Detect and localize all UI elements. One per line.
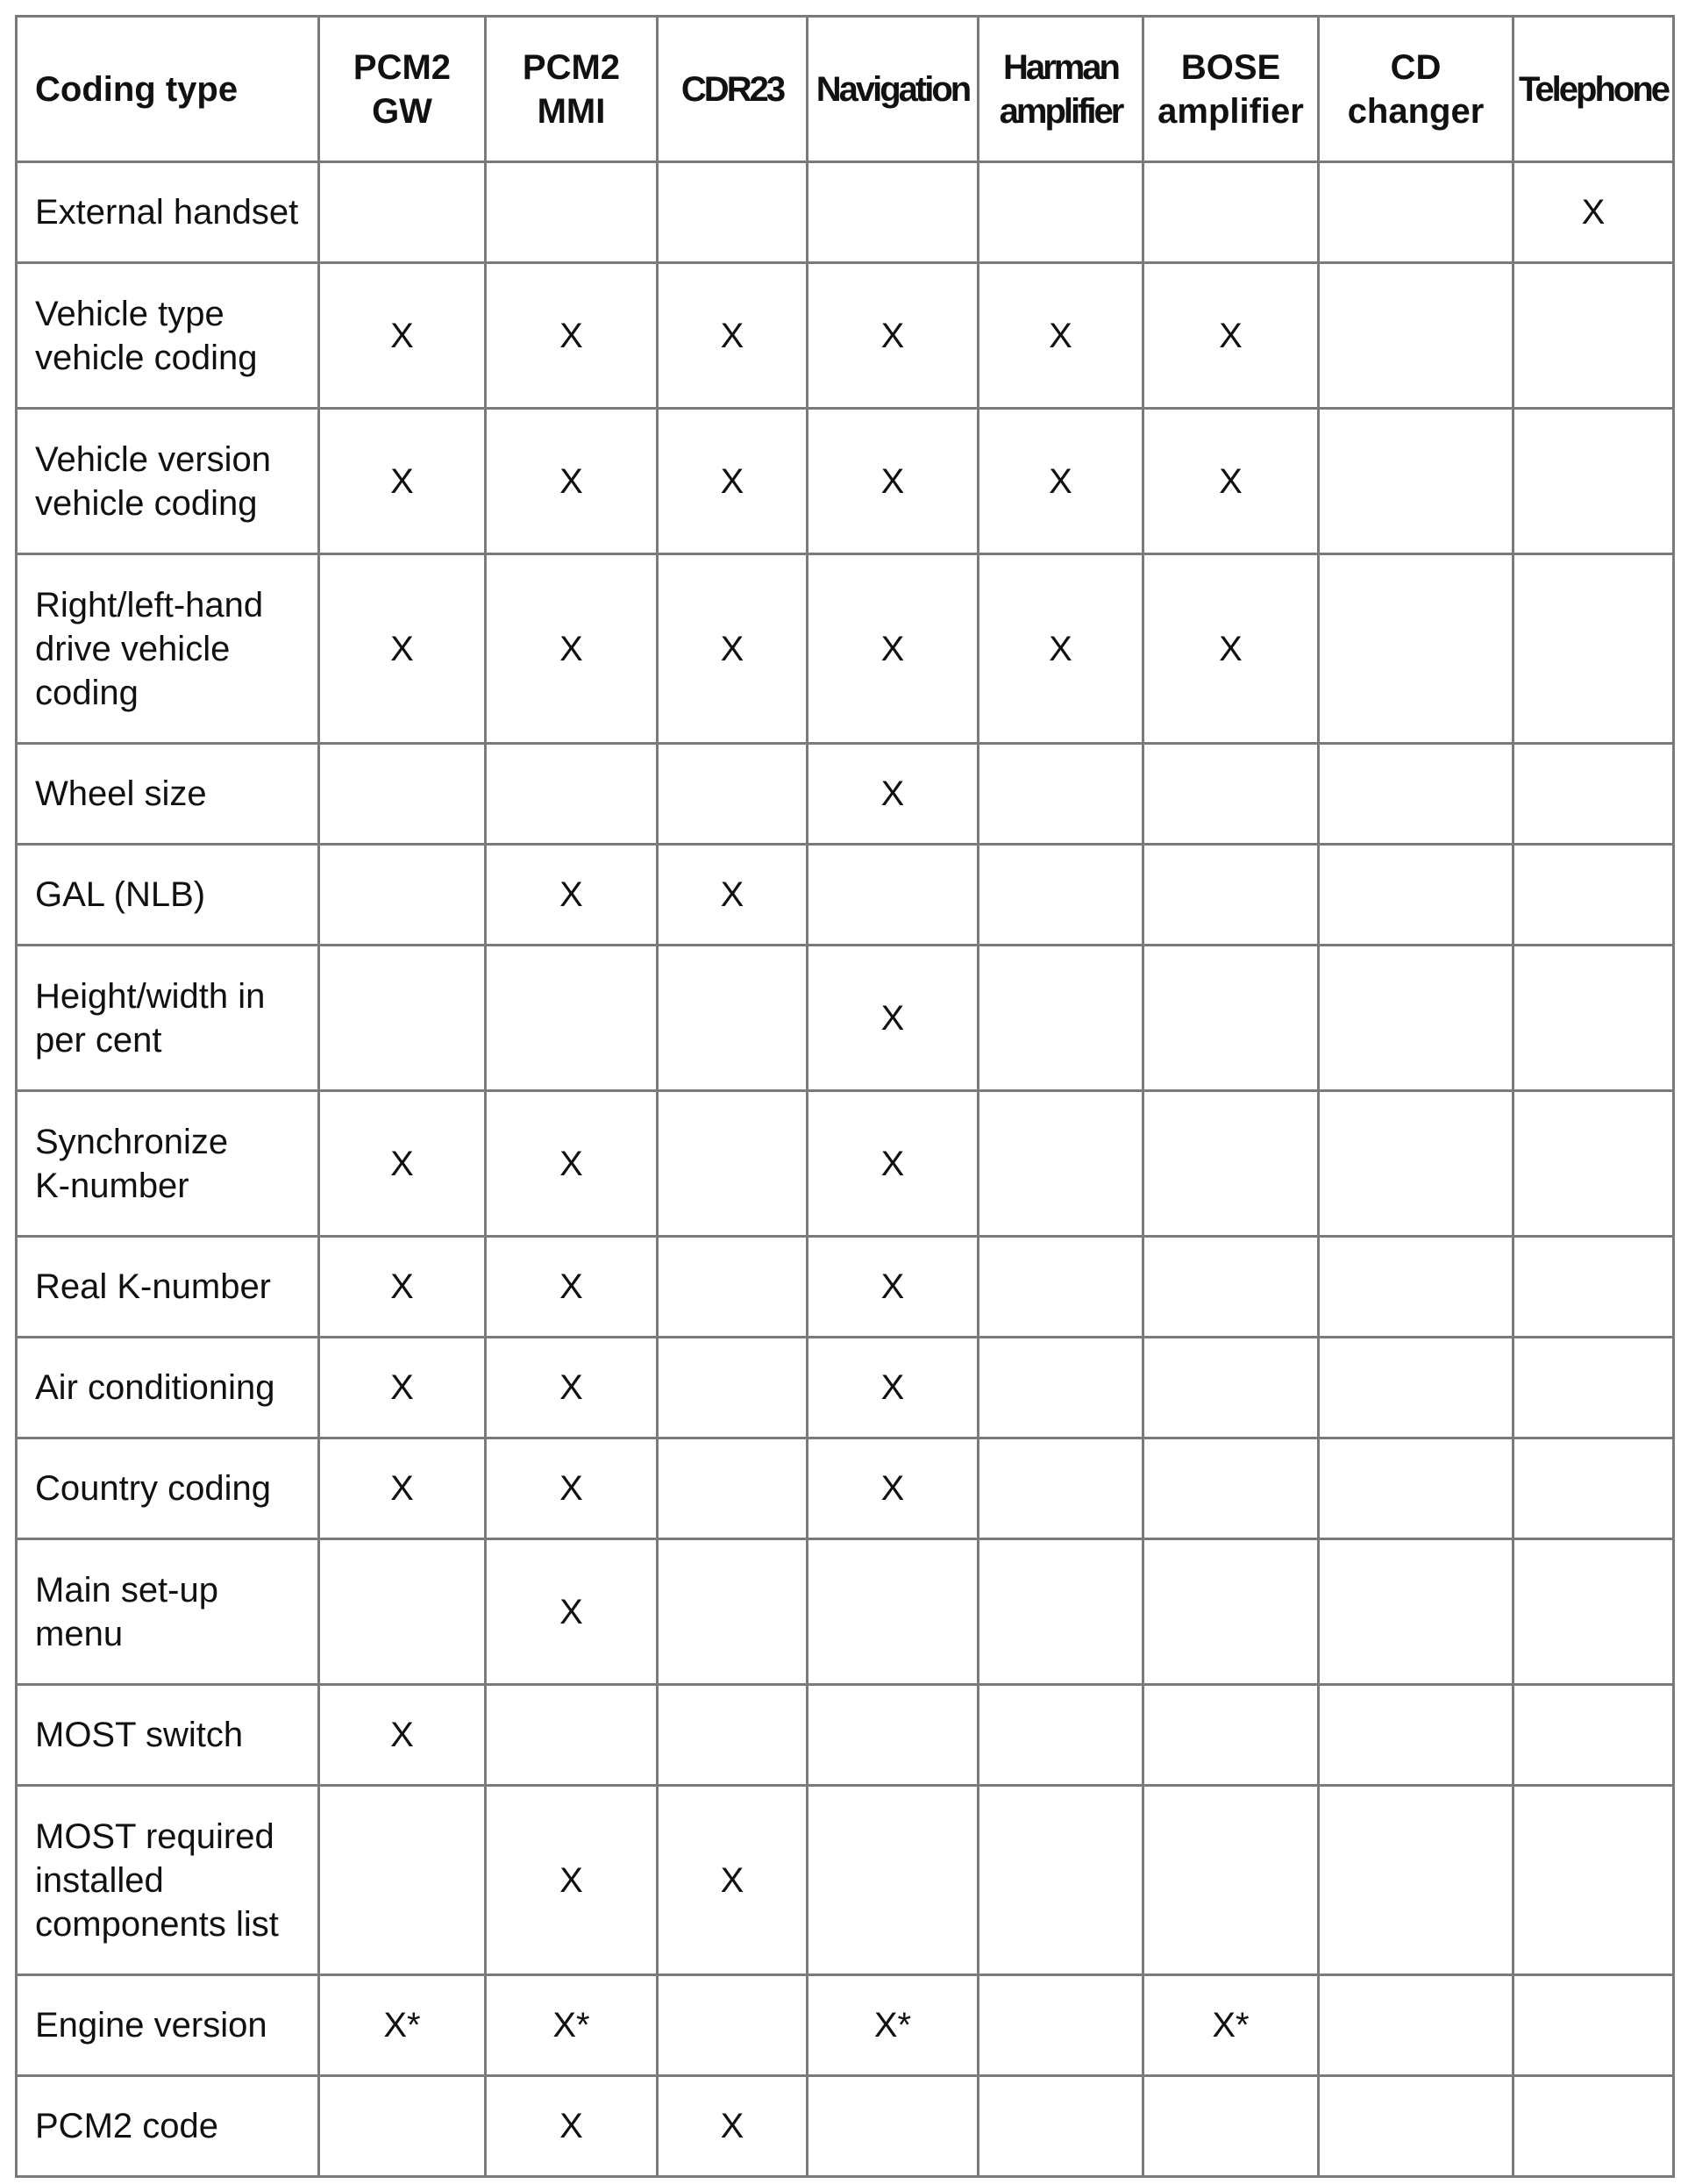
table-cell	[979, 1975, 1143, 2076]
table-cell	[1514, 409, 1674, 554]
table-cell: X	[1143, 409, 1319, 554]
table-cell	[1514, 1685, 1674, 1786]
table-cell: X	[808, 1438, 979, 1539]
table-cell	[1319, 162, 1514, 263]
table-cell: X*	[1143, 1975, 1319, 2076]
table-cell	[979, 1685, 1143, 1786]
table-cell: X	[486, 409, 658, 554]
table-cell	[1319, 744, 1514, 845]
table-cell	[1319, 409, 1514, 554]
table-cell: X	[486, 263, 658, 409]
table-cell	[1514, 845, 1674, 946]
table-row	[17, 1975, 1674, 2076]
table-cell	[1514, 1786, 1674, 1975]
header-pcm2-mmi: PCM2 MMI	[486, 17, 658, 162]
table-cell	[1514, 1237, 1674, 1338]
table-cell	[1514, 744, 1674, 845]
header-telephone: Telephone	[1514, 17, 1674, 162]
table-header-row	[17, 17, 1674, 162]
table-cell	[808, 845, 979, 946]
table-cell	[1514, 1539, 1674, 1685]
table-cell	[1143, 2076, 1319, 2177]
table-cell	[658, 1091, 808, 1237]
table-cell	[1319, 1786, 1514, 1975]
table-cell	[658, 162, 808, 263]
table-cell: X	[658, 263, 808, 409]
table-cell	[979, 2076, 1143, 2177]
table-cell	[1319, 1438, 1514, 1539]
row-label: Main set-up menu	[17, 1539, 319, 1685]
table-cell: X	[808, 263, 979, 409]
table-cell	[1319, 845, 1514, 946]
table-cell	[979, 1237, 1143, 1338]
table-cell	[319, 845, 486, 946]
table-cell: X	[979, 554, 1143, 744]
table-cell	[1514, 554, 1674, 744]
table-cell: X	[486, 1091, 658, 1237]
table-cell	[319, 744, 486, 845]
table-cell	[1514, 1438, 1674, 1539]
table-cell	[808, 1685, 979, 1786]
table-cell	[1143, 845, 1319, 946]
table-cell	[1143, 744, 1319, 845]
table-cell	[486, 946, 658, 1091]
table-row	[17, 409, 1674, 554]
row-label: External handset	[17, 162, 319, 263]
table-cell	[319, 162, 486, 263]
table-cell: X	[979, 409, 1143, 554]
row-label: Wheel size	[17, 744, 319, 845]
table-cell: X	[808, 554, 979, 744]
row-label: Real K-number	[17, 1237, 319, 1338]
table-row	[17, 162, 1674, 263]
header-pcm2-gw: PCM2 GW	[319, 17, 486, 162]
table-cell	[1319, 1685, 1514, 1786]
row-label: Right/left-hand drive vehicle coding	[17, 554, 319, 744]
table-cell	[1319, 554, 1514, 744]
table-cell	[319, 1786, 486, 1975]
table-cell	[979, 744, 1143, 845]
table-cell	[658, 1685, 808, 1786]
row-label: Air conditioning	[17, 1338, 319, 1438]
table-cell: X*	[319, 1975, 486, 2076]
table-row	[17, 2076, 1674, 2177]
table-row	[17, 554, 1674, 744]
table-cell	[979, 845, 1143, 946]
row-label: Vehicle type vehicle coding	[17, 263, 319, 409]
table-row	[17, 1786, 1674, 1975]
table-cell	[319, 2076, 486, 2177]
table-cell: X	[486, 845, 658, 946]
table-cell	[486, 162, 658, 263]
table-cell: X	[808, 744, 979, 845]
table-cell: X	[319, 554, 486, 744]
table-cell: X	[486, 1786, 658, 1975]
table-cell	[1514, 946, 1674, 1091]
table-cell	[658, 946, 808, 1091]
table-cell	[658, 1539, 808, 1685]
table-cell: X*	[486, 1975, 658, 2076]
row-label: GAL (NLB)	[17, 845, 319, 946]
table-body	[17, 162, 1674, 2177]
table-row	[17, 1438, 1674, 1539]
table-cell	[808, 1786, 979, 1975]
table-cell: X	[658, 2076, 808, 2177]
table-cell: X	[808, 409, 979, 554]
table-cell: X	[808, 1237, 979, 1338]
table-cell	[1319, 1338, 1514, 1438]
table-cell: X	[486, 1338, 658, 1438]
table-cell	[658, 1338, 808, 1438]
row-label: MOST required installed components list	[17, 1786, 319, 1975]
header-cd-changer: CD changer	[1319, 17, 1514, 162]
table-cell	[979, 946, 1143, 1091]
table-cell: X	[486, 1539, 658, 1685]
table-cell	[808, 2076, 979, 2177]
coding-type-table	[15, 15, 1675, 2178]
header-coding-type: Coding type	[17, 17, 319, 162]
table-cell	[808, 1539, 979, 1685]
table-cell	[658, 744, 808, 845]
table-cell	[979, 1091, 1143, 1237]
table-cell: X	[658, 845, 808, 946]
row-label: MOST switch	[17, 1685, 319, 1786]
table-cell	[979, 162, 1143, 263]
table-row	[17, 1237, 1674, 1338]
table-cell	[486, 1685, 658, 1786]
table-cell: X	[1143, 263, 1319, 409]
table-cell	[1514, 1975, 1674, 2076]
table-cell	[1319, 263, 1514, 409]
table-cell	[486, 744, 658, 845]
table-cell	[1319, 1539, 1514, 1685]
table-cell	[1319, 1091, 1514, 1237]
table-cell	[1143, 1539, 1319, 1685]
table-cell: X	[319, 1438, 486, 1539]
table-cell: X	[658, 1786, 808, 1975]
table-row	[17, 1685, 1674, 1786]
table-cell: X	[979, 263, 1143, 409]
row-label: Synchronize K-number	[17, 1091, 319, 1237]
row-label: Engine version	[17, 1975, 319, 2076]
table-row	[17, 946, 1674, 1091]
row-label: Country coding	[17, 1438, 319, 1539]
table-cell	[979, 1338, 1143, 1438]
table-cell: X	[486, 1237, 658, 1338]
table-cell	[1514, 1091, 1674, 1237]
table-cell	[1143, 1237, 1319, 1338]
table-cell	[658, 1975, 808, 2076]
table-cell	[979, 1438, 1143, 1539]
header-bose-amplifier: BOSE amplifier	[1143, 17, 1319, 162]
table-cell	[1143, 1091, 1319, 1237]
table-cell	[1319, 1975, 1514, 2076]
table-row	[17, 744, 1674, 845]
table-cell: X	[319, 1237, 486, 1338]
table-row	[17, 845, 1674, 946]
table-cell: X	[486, 2076, 658, 2177]
table-cell: X	[808, 946, 979, 1091]
table-cell	[1514, 2076, 1674, 2177]
table-row	[17, 1091, 1674, 1237]
table-cell	[1319, 946, 1514, 1091]
table-cell: X	[486, 1438, 658, 1539]
row-label: PCM2 code	[17, 2076, 319, 2177]
header-navigation: Navigation	[808, 17, 979, 162]
row-label: Vehicle version vehicle coding	[17, 409, 319, 554]
table-cell: X	[319, 1091, 486, 1237]
table-cell: X	[319, 1685, 486, 1786]
table-cell	[979, 1539, 1143, 1685]
table-cell: X	[808, 1338, 979, 1438]
table-cell	[1143, 946, 1319, 1091]
table-cell	[1143, 1438, 1319, 1539]
table-cell: X	[1514, 162, 1674, 263]
table-cell	[658, 1438, 808, 1539]
header-cdr23: CDR23	[658, 17, 808, 162]
table-cell: X	[658, 409, 808, 554]
table-cell	[1143, 1685, 1319, 1786]
row-label: Height/width in per cent	[17, 946, 319, 1091]
table-cell	[1143, 1338, 1319, 1438]
table-cell	[1514, 263, 1674, 409]
table-cell	[1514, 1338, 1674, 1438]
header-harman-amplifier: Harman amplifier	[979, 17, 1143, 162]
table-cell	[319, 1539, 486, 1685]
table-cell: X	[808, 1091, 979, 1237]
table-cell	[979, 1786, 1143, 1975]
table-cell	[1319, 1237, 1514, 1338]
table-cell: X	[319, 1338, 486, 1438]
table-cell	[808, 162, 979, 263]
table-cell: X	[319, 263, 486, 409]
table-cell	[1143, 162, 1319, 263]
table-cell: X	[319, 409, 486, 554]
table-cell: X*	[808, 1975, 979, 2076]
table-cell	[1319, 2076, 1514, 2177]
table-row	[17, 263, 1674, 409]
table-cell: X	[486, 554, 658, 744]
table-cell	[1143, 1786, 1319, 1975]
table-cell	[658, 1237, 808, 1338]
table-row	[17, 1539, 1674, 1685]
table-cell: X	[1143, 554, 1319, 744]
table-cell	[319, 946, 486, 1091]
table-row	[17, 1338, 1674, 1438]
table-cell: X	[658, 554, 808, 744]
